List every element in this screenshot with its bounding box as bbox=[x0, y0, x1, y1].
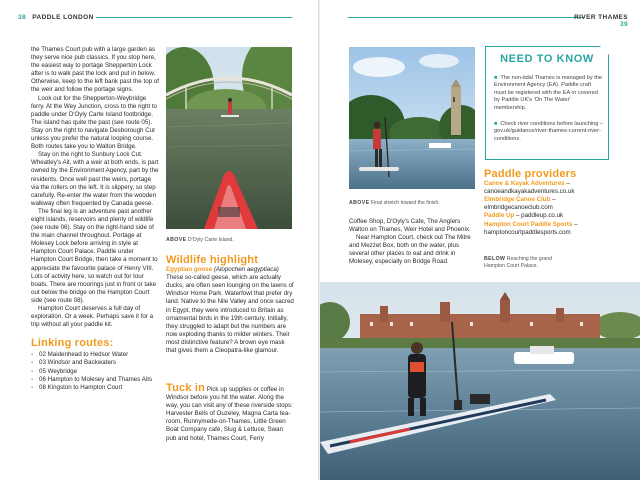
bottom-photo-caption bbox=[484, 256, 574, 269]
paddler-church-illustration bbox=[349, 47, 475, 189]
left-header-rule bbox=[96, 17, 292, 18]
wildlife-highlight bbox=[166, 256, 294, 355]
wildlife-title: Wildlife highlight bbox=[166, 254, 259, 266]
body-paragraph: Hampton Court deserves a full day of exploration. Or a week. Perhaps save it for a trip without all your paddle kit. bbox=[31, 305, 154, 329]
route-item[interactable]: ▪ 06 Hampton to Molesey and Thames Aits bbox=[31, 376, 159, 384]
provider-name: Hampton Court Paddle Sports bbox=[484, 220, 573, 228]
provider-url[interactable]: canoeandkayakadventures.co.uk bbox=[484, 188, 575, 196]
right-page-number: 39 bbox=[619, 21, 628, 28]
wildlife-text-block bbox=[166, 266, 294, 355]
provider-url[interactable]: hamptoncourtpaddlesports.com bbox=[484, 228, 571, 236]
provider-entry: Elmbridge Canoe Club – elmbridgecanoeclub.com bbox=[484, 196, 556, 212]
caption-label: BELOW bbox=[484, 256, 506, 262]
caption-text: Final stretch toward the finish. bbox=[370, 200, 440, 206]
tuck-in-text: Pick up supplies or coffee in Windsor before you hit the water. Along the way, you can visit any of these riverside stops: Harvester Bells of Ouzeley, Magna Carta tea-room, Runnymede-on-Thames, Little Green Boat Company café, Slug & Lettuce, Swan pub and hotel, Thames Court, Ferry bbox=[166, 386, 293, 442]
doyly-carte-island-photo bbox=[166, 47, 292, 229]
wildlife-description: These so-called geese, which are actually ducks, are often seen lounging on the lawns of Windsor Home Park. Waterfowl that prefer dry land. Native to the Nile Valley and once sacred in Egypt, they were introduced to Britain as ornamental birds in the 19th century. Initially, they struggled to adapt but the numbers are now exploding thanks to milder winters. Their most distinctive feature? A brown eye mask that gives them a Cleopatra-like glamour. bbox=[166, 274, 294, 355]
tuck-in-title: Tuck in bbox=[166, 382, 206, 394]
need-to-know-title: NEED TO KNOW bbox=[500, 53, 594, 65]
need-to-know-box bbox=[485, 46, 609, 160]
linking-routes-title: Linking routes: bbox=[31, 337, 114, 350]
body-paragraph: Near Hampton Court, check out The Mitre and Mezzet Box, both on the water, plus several other places to eat and drink in Molesey, especially on Bridge Road. bbox=[349, 234, 471, 266]
wildlife-species: Egyptian goose bbox=[166, 266, 213, 274]
paddleboard-bridge-illustration bbox=[166, 47, 292, 229]
body-paragraph: Look out for the Shepperton-Weybridge ferry. At the Wey Junction, cross to the right to paddle under D'Oyly Carte Island footbridge. The island has quite the past (see route 05). Stay on the right to navigate Desborough Cut unless you prefer the natural looping course. Both routes take you to Walton Bridge. bbox=[31, 94, 157, 151]
right-text-column bbox=[349, 218, 477, 267]
route-item[interactable]: ▪ 03 Windsor and Backwaters bbox=[31, 359, 159, 367]
left-page-number: 38 bbox=[18, 14, 27, 21]
route-item[interactable]: ▪ 08 Kingston to Hampton Court bbox=[31, 384, 159, 392]
top-photo-caption bbox=[349, 200, 479, 207]
wildlife-latin: (Alopochen aegyptiaca) bbox=[213, 266, 279, 274]
route-item[interactable]: ▪ 02 Maidenhead to Hedsor Water bbox=[31, 351, 159, 359]
tuck-in bbox=[166, 384, 294, 443]
need-to-know-item: ■ Check river conditions before launching – gov.uk/guidance/river-thames-current-river-conditions. bbox=[494, 121, 604, 143]
final-stretch-photo bbox=[349, 47, 475, 189]
caption-text: D'Oyly Carte Island. bbox=[187, 237, 234, 243]
photo-caption bbox=[166, 237, 292, 244]
provider-entry: Hampton Court Paddle Sports – hamptoncourtpaddlesports.com bbox=[484, 220, 578, 236]
right-header-rule bbox=[348, 17, 584, 18]
linking-routes-list bbox=[31, 351, 159, 391]
body-paragraph: the Thames Court pub with a large garden as they serve nice pub classics. If you stop here, the easiest way to portage Shepperton Lock after is to walk past the lock and put in below. Otherwise, keep to the left bank past the top of the weir and follow the portage signs. bbox=[31, 46, 159, 94]
body-paragraph: Stay on the right to Sunbury Lock Cut. Wheatley's Ait, with a weir at both ends, is part owned by the Environment Agency, part by the residents. Once well past the weirs, portage via the rollers on the left. It is slippery, so step carefully. Re-enter the water from the wooden walkway often frequented by Canada geese. bbox=[31, 151, 159, 207]
provider-url[interactable]: elmbridgecanoeclub.com bbox=[484, 204, 553, 212]
tuck-in-block bbox=[166, 384, 294, 443]
provider-entry: Paddle Up – paddleup.co.uk bbox=[484, 212, 564, 220]
palace-paddleboard-illustration bbox=[320, 282, 640, 480]
left-running-head bbox=[18, 14, 94, 26]
caption-label: ABOVE bbox=[166, 237, 187, 243]
left-head-title: PADDLE LONDON bbox=[32, 14, 94, 21]
body-paragraph: Coffee Shop, D'Oyly's Cafe, The Anglers Walton on Thames, Weir Hotel and Phoenix. bbox=[349, 218, 471, 234]
caption-text: Reaching the grand Hampton Court Palace. bbox=[484, 256, 553, 269]
provider-name: Paddle Up bbox=[484, 212, 515, 220]
right-head-title: RIVER THAMES bbox=[574, 14, 628, 21]
provider-name: Canoe & Kayak Adventures bbox=[484, 180, 565, 188]
caption-label: ABOVE bbox=[349, 200, 370, 206]
need-to-know-item: ■ The non-tidal Thames is managed by the Environment Agency (EA). Paddle craft must be registered with the EA or covered by Paddle UK's 'On The Water' membership. bbox=[494, 75, 604, 112]
linking-routes bbox=[31, 339, 159, 392]
provider-name: Elmbridge Canoe Club bbox=[484, 196, 551, 204]
paddle-providers-title: Paddle providers bbox=[484, 168, 577, 180]
route-item[interactable]: ▪ 05 Weybridge bbox=[31, 368, 159, 376]
provider-url[interactable]: paddleup.co.uk bbox=[521, 212, 564, 220]
left-text-column bbox=[31, 46, 159, 392]
body-paragraph: The final leg is an adventure past another eight islands, reservoirs and plenty of wildlife (see route 06). Stay on the right-hand side of the main channel throughout. Portage at Molesey Lock before arriving in style at Hampton Court Palace. Paddle under Hampton Court Bridge, then take a moment to appreciate the favourite palace of Henry VIII. Lots of activity here, so watch out for tour boats. There are moorings just in front or take out below the bridge on the Hampton Court side (see route 08). bbox=[31, 207, 158, 304]
hampton-court-photo bbox=[320, 282, 640, 480]
paddle-providers bbox=[484, 170, 616, 237]
provider-entry: Canoe & Kayak Adventures – canoeandkayakadventures.co.uk bbox=[484, 180, 575, 196]
right-running-head bbox=[568, 14, 628, 26]
